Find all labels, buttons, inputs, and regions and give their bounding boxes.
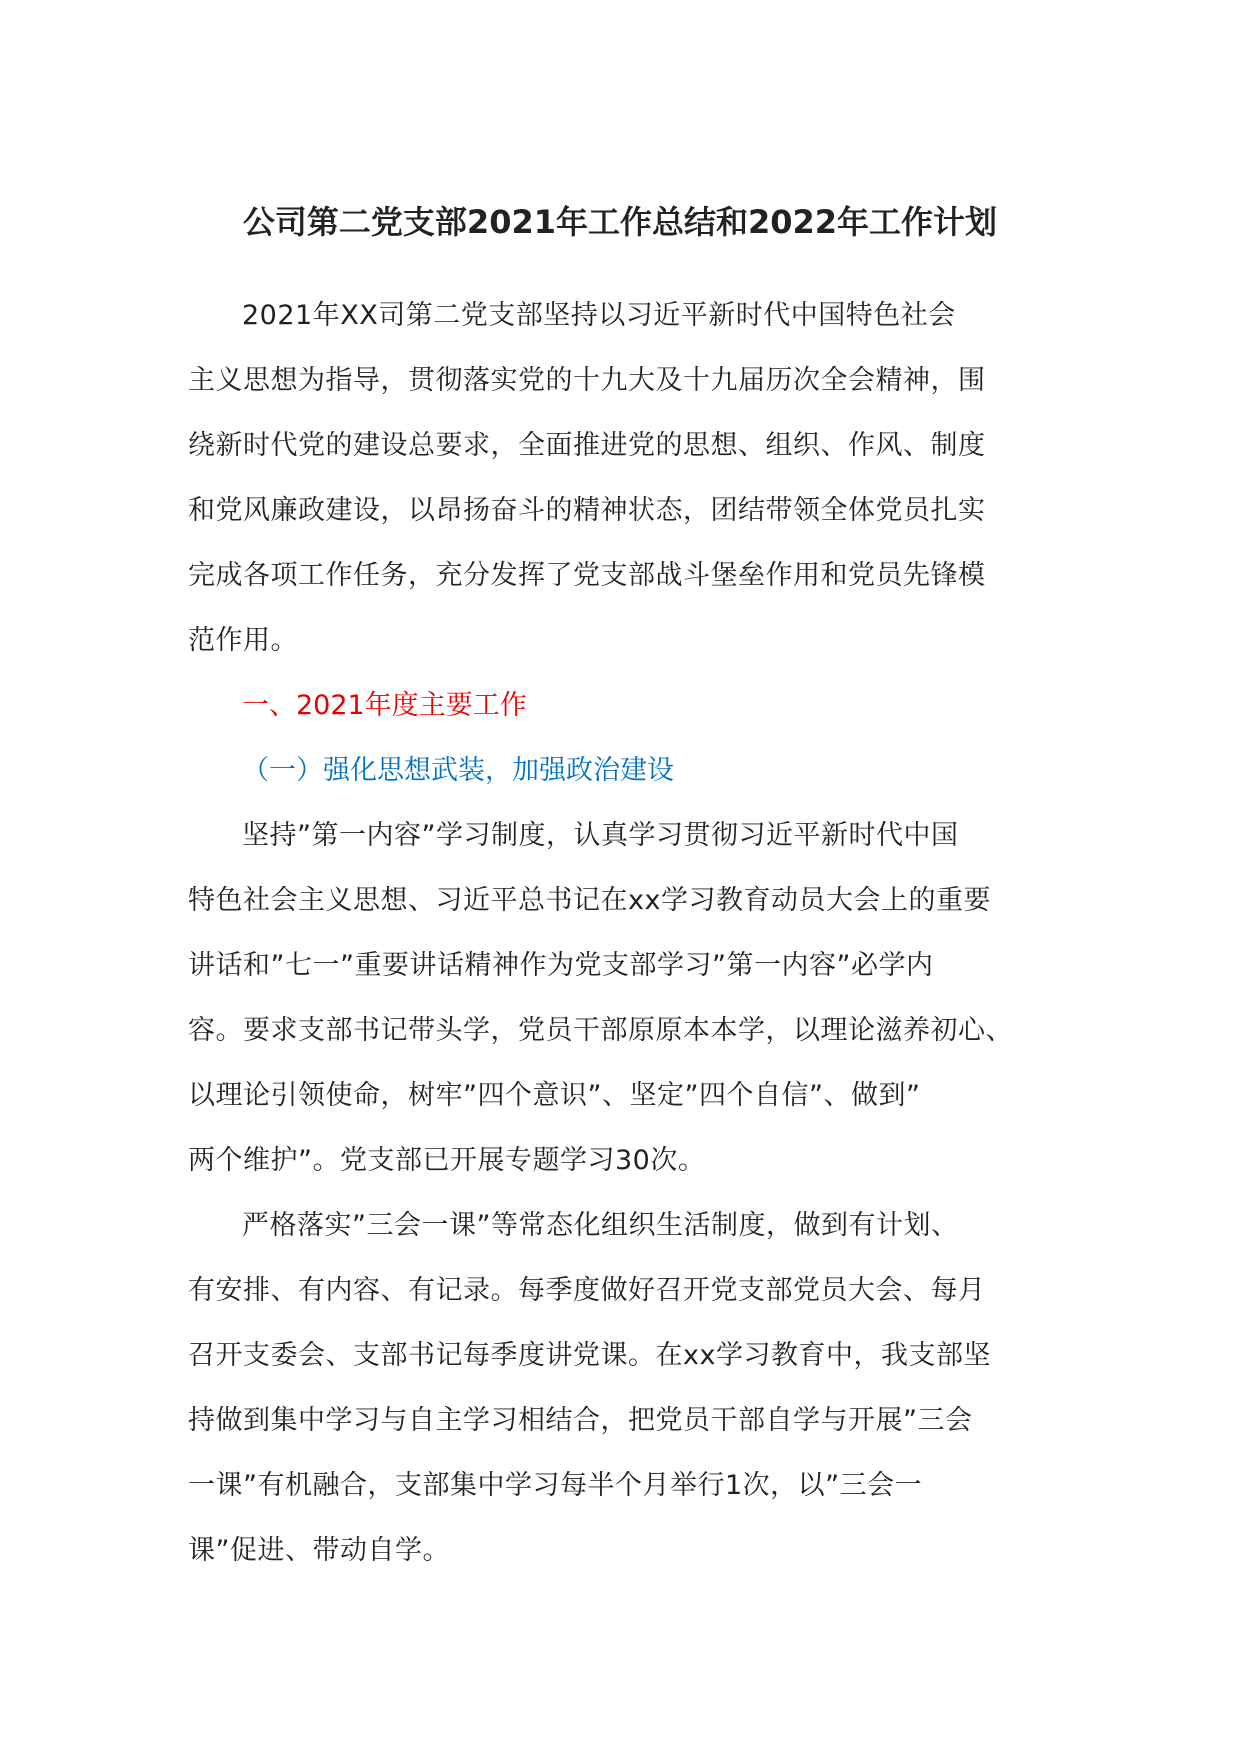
- intro-paragraph: [188, 283, 1068, 673]
- paragraph-line: 持做到集中学习与自主学习相结合，把党员干部自学与开展”三会: [188, 1405, 973, 1436]
- document-title: 公司第二党支部2021年工作总结和2022年工作计划: [242, 203, 998, 241]
- paragraph-line: 绕新时代党的建设总要求，全面推进党的思想、组织、作风、制度: [188, 430, 986, 461]
- paragraph-line: 主义思想为指导，贯彻落实党的十九大及十九届历次全会精神，围: [188, 365, 986, 396]
- organization-paragraph: [188, 1193, 1068, 1583]
- document-body: [188, 283, 1068, 1583]
- paragraph-line: 以理论引领使命，树牢”四个意识”、坚定”四个自信”、做到”: [188, 1080, 921, 1111]
- section-heading: 一、2021年度主要工作: [242, 690, 527, 721]
- study-paragraph: [188, 803, 1068, 1193]
- paragraph-line: 有安排、有内容、有记录。每季度做好召开党支部党员大会、每月: [188, 1275, 986, 1306]
- paragraph-line: 两个维护”。党支部已开展专题学习30次。: [188, 1145, 706, 1176]
- paragraph-line: 和党风廉政建设，以昂扬奋斗的精神状态，团结带领全体党员扎实: [188, 495, 986, 526]
- paragraph-line: 讲话和”七一”重要讲话精神作为党支部学习”第一内容”必学内: [188, 950, 934, 981]
- paragraph-line: 容。要求支部书记带头学，党员干部原原本本学，以理论滋养初心、: [188, 1015, 1013, 1046]
- paragraph-line: 一课”有机融合，支部集中学习每半个月举行1次，以”三会一: [188, 1470, 923, 1501]
- subsection-heading: （一）强化思想武装，加强政治建设: [242, 755, 674, 786]
- paragraph-line: 课”促进、带动自学。: [188, 1535, 450, 1566]
- paragraph-line: 2021年XX司第二党支部坚持以习近平新时代中国特色社会: [242, 300, 956, 331]
- paragraph-line: 特色社会主义思想、习近平总书记在xx学习教育动员大会上的重要: [188, 885, 991, 916]
- paragraph-line: 范作用。: [188, 625, 298, 656]
- paragraph-line: 召开支委会、支部书记每季度讲党课。在xx学习教育中，我支部坚: [188, 1340, 991, 1371]
- paragraph-line: 坚持”第一内容”学习制度，认真学习贯彻习近平新时代中国: [242, 820, 959, 851]
- paragraph-line: 严格落实”三会一课”等常态化组织生活制度，做到有计划、: [242, 1210, 959, 1241]
- paragraph-line: 完成各项工作任务，充分发挥了党支部战斗堡垒作用和党员先锋模: [188, 560, 986, 591]
